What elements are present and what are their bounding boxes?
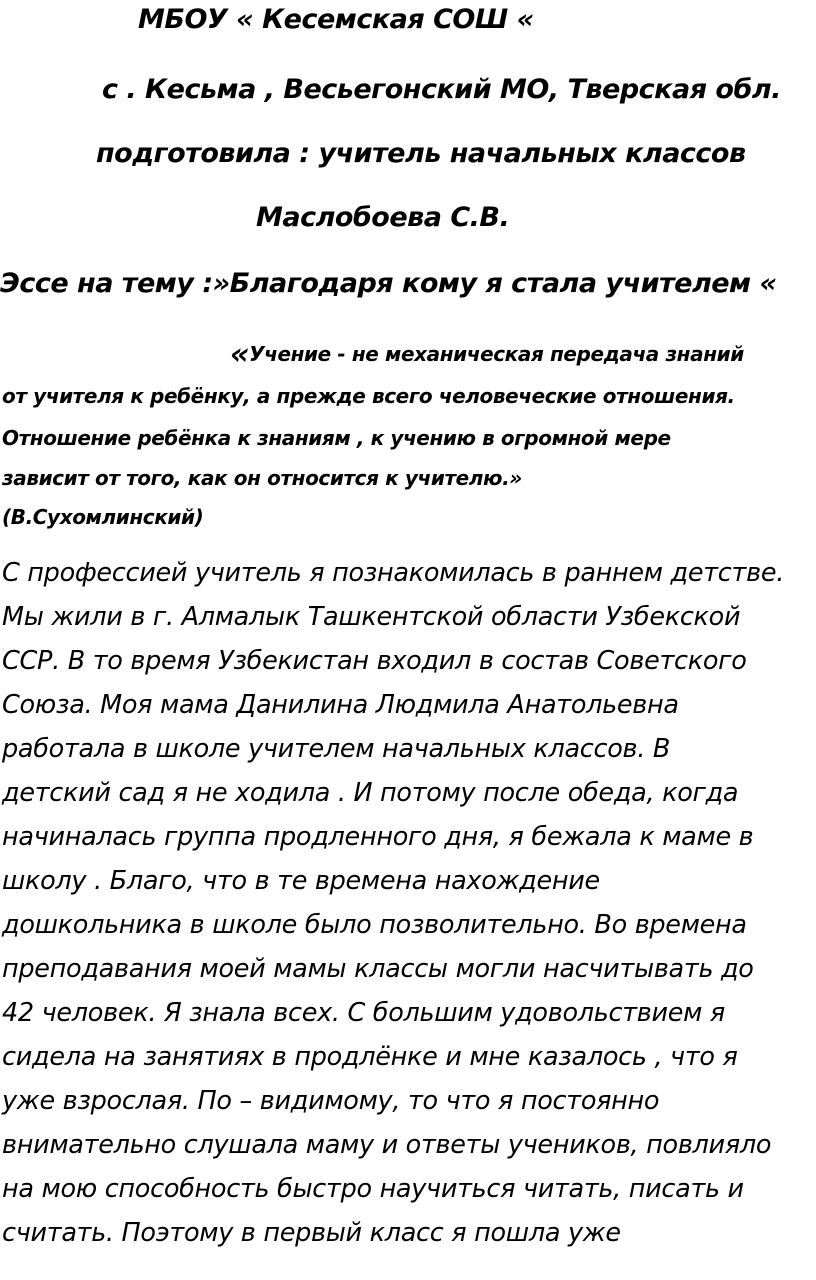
school-name: МБОУ « Кесемская СОШ « — [138, 4, 534, 35]
epigraph-line-4: зависит от того, как он относится к учителю.» — [2, 466, 522, 490]
body-line: уже взрослая. По – видимому, то что я постоянно — [2, 1086, 660, 1116]
body-line: работала в школе учителем начальных классов. В — [2, 734, 671, 764]
body-line: считать. Поэтому в первый класс я пошла уже — [2, 1218, 621, 1248]
epigraph-line-1-text: Учение - не механическая передача знаний — [249, 342, 744, 366]
epigraph-line-1 — [230, 337, 744, 372]
body-line: ССР. В то время Узбекистан входил в состав Советского — [2, 646, 747, 676]
body-line: Союза. Моя мама Данилина Людмила Анатольевна — [2, 690, 679, 720]
body-line: школу . Благо, что в те времена нахождение — [2, 866, 600, 896]
body-line: 42 человек. Я знала всех. С большим удовольствием я — [2, 998, 725, 1028]
body-line: детский сад я не ходила . И потому после обеда, когда — [2, 778, 739, 808]
body-line: внимательно слушала маму и ответы учеников, повлияло — [2, 1130, 772, 1160]
epigraph-open-quote: « — [230, 337, 250, 372]
body-line: сидела на занятиях в продлёнке и мне казалось , что я — [2, 1042, 738, 1072]
school-location: с . Кесьма , Весьегонский МО, Тверская обл. — [102, 74, 781, 105]
body-line: дошкольника в школе было позволительно. Во времена — [2, 910, 747, 940]
body-line: начиналась группа продленного дня, я бежала к маме в — [2, 822, 754, 852]
body-line: С профессией учитель я познакомилась в раннем детстве. — [2, 558, 785, 588]
body-line: преподавания моей мамы классы могли насчитывать до — [2, 954, 754, 984]
epigraph-attribution: (В.Сухомлинский) — [2, 505, 204, 529]
epigraph-line-2: от учителя к ребёнку, а прежде всего человеческие отношения. — [2, 384, 735, 408]
body-line: Мы жили в г. Алмалык Ташкентской области Узбекской — [2, 602, 741, 632]
body-line: на мою способность быстро научиться читать, писать и — [2, 1174, 744, 1204]
author-name: Маслобоева С.В. — [256, 202, 510, 233]
epigraph-line-3: Отношение ребёнка к знаниям , к учению в огромной мере — [2, 426, 671, 450]
prepared-by: подготовила : учитель начальных классов — [96, 138, 746, 169]
essay-title: Эссе на тему :»Благодаря кому я стала учителем « — [0, 268, 777, 299]
